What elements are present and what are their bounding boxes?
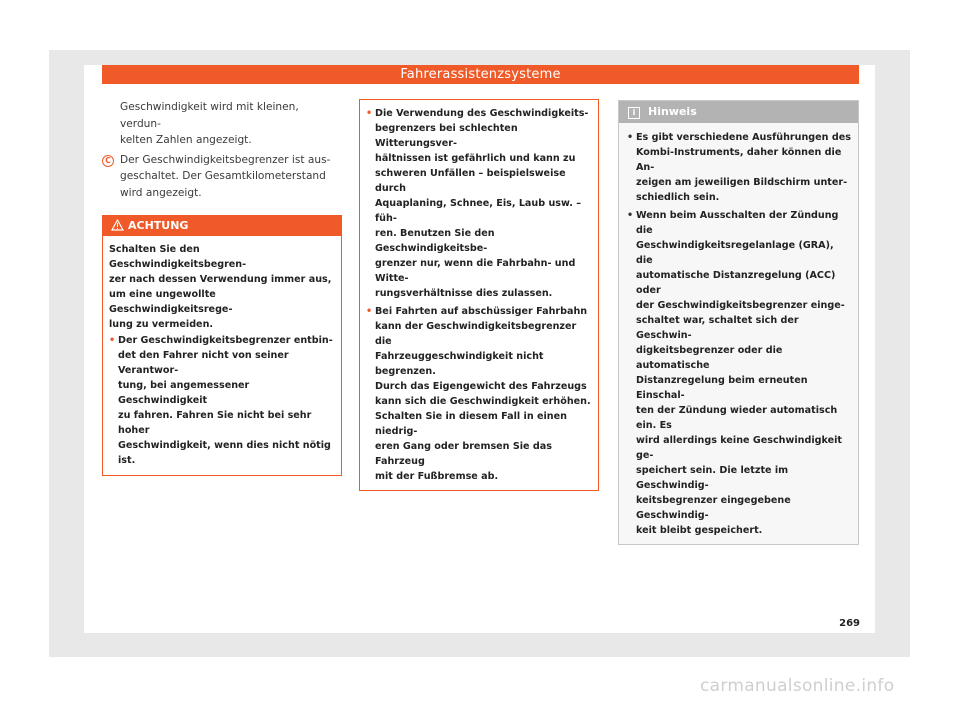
note-box (618, 100, 859, 545)
list-item (366, 304, 592, 484)
bullet-text: Es gibt verschiedene Ausführungen des Kombi-Instruments, daher können die An- zeigen am jeweiligen Bildschirm unter- schiedlich sein. (636, 132, 851, 203)
list-item (627, 130, 852, 205)
warning-box (102, 215, 342, 476)
bullet-dot-icon: • (627, 132, 634, 143)
warning-bullet (109, 333, 335, 468)
note-header (619, 101, 858, 123)
info-icon: i (628, 107, 640, 119)
warning-title: ACHTUNG (128, 219, 189, 232)
warning-header (103, 216, 341, 236)
circled-c-marker: C (102, 155, 114, 167)
item-c-text: Der Geschwindigkeitsbegrenzer ist aus- geschaltet. Der Gesamtkilometerstand wird angezeigt. (120, 153, 331, 199)
warning-lead: Schalten Sie den Geschwindigkeitsbegren- zer nach dessen Verwendung immer aus, um eine ungewollte Geschwindigkeitsrege- lung zu vermeiden. (109, 244, 332, 330)
list-item (366, 106, 592, 301)
warning-body (103, 236, 341, 475)
intro-paragraph: Geschwindigkeit wird mit kleinen, verdun- kelten Zahlen angezeigt. (120, 101, 299, 146)
bullet-text: Die Verwendung des Geschwindigkeits- begrenzers bei schlechten Witterungsver- hältnissen ist gefährlich und kann zu schweren Unfällen – beispielsweise durch Aquaplaning, Schnee, Eis, Laub usw. – füh- ren. Benutzen Sie den Geschwindigkeitsbe- grenzer nur, wenn die Fahrbahn- und Witte- rungsverhältnisse dies zulassen. (375, 108, 589, 299)
left-column (102, 99, 342, 476)
middle-warning-box (359, 99, 599, 491)
note-title: Hinweis (648, 105, 697, 118)
list-item-c (102, 152, 342, 202)
bullet-text: Bei Fahrten auf abschüssiger Fahrbahn kann der Geschwindigkeitsbegrenzer die Fahrzeuggeschwindigkeit nicht begrenzen. Durch das Eigengewicht des Fahrzeugs kann sich die Geschwindigkeit erhöhen. Schalten Sie in diesem Fall in einen niedrig- eren Gang oder bremsen Sie das Fahrzeug mit der Fußbremse ab. (375, 306, 591, 482)
page-number: 269 (839, 618, 860, 629)
bullet-dot-icon: • (109, 335, 116, 346)
bullet-dot-icon: • (366, 306, 373, 317)
bullet-dot-icon: • (366, 108, 373, 119)
bullet-dot-icon: • (627, 210, 634, 221)
section-header: Fahrerassistenzsysteme (102, 65, 859, 84)
warning-bullet-text: Der Geschwindigkeitsbegrenzer entbin- det den Fahrer nicht von seiner Verantwor- tung, bei angemessener Geschwindigkeit zu fahren. Fahren Sie nicht bei sehr hoher Geschwindigkeit, wenn dies nicht nötig ist. (118, 335, 333, 466)
warning-triangle-icon (111, 219, 124, 231)
watermark: carmanualsonline.info (700, 676, 895, 696)
note-body (619, 123, 858, 544)
list-item (627, 208, 852, 538)
bullet-text: Wenn beim Ausschalten der Zündung die Geschwindigkeitsregelanlage (GRA), die automatische Distanzregelung (ACC) oder der Geschwindigkeitsbegrenzer einge- schaltet war, schaltet sich der Geschwin- digkeitsbegrenzer oder die automatische Distanzregelung beim erneuten Einschal- ten der Zündung wieder automatisch ein. Es wird allerdings keine Geschwindigkeit ge- speichert sein. Die letzte im Geschwindig- keitsbegrenzer eingegebene Geschwindig- keit bleibt gespeichert. (636, 210, 845, 536)
